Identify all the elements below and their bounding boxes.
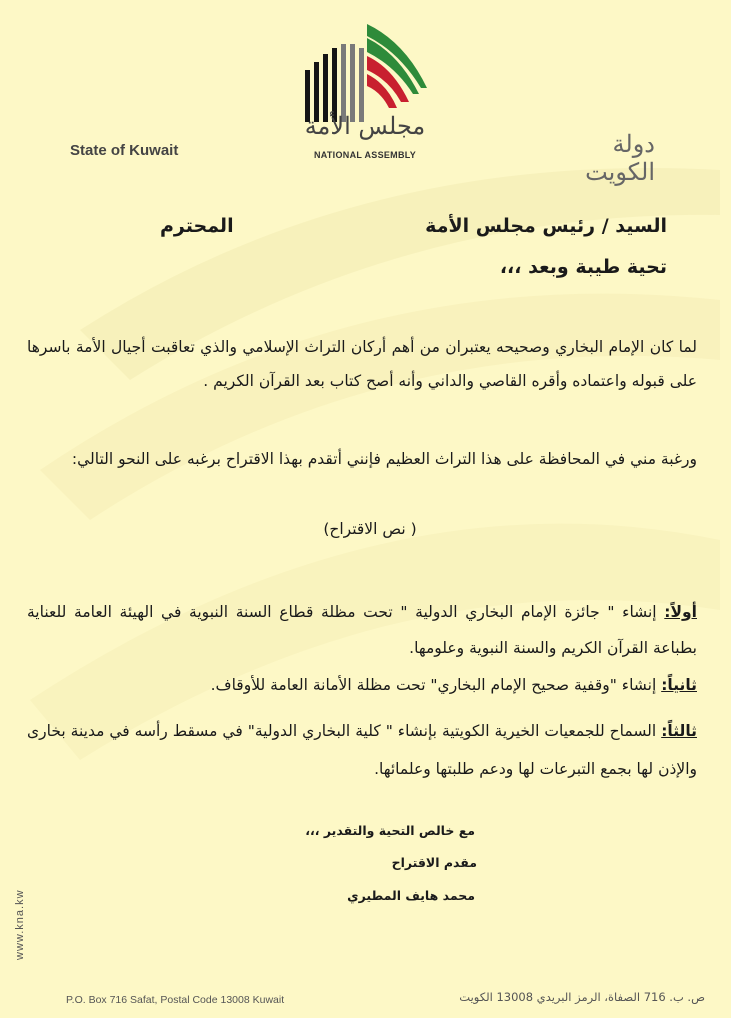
article-three (27, 712, 697, 788)
article-text: إنشاء "وقفية صحيح الإمام البخاري" تحت مظلة الأمانة العامة للأوقاف. (210, 676, 662, 694)
article-text: إنشاء " جائزة الإمام البخاري الدولية " تحت مظلة قطاع السنة النبوية في الهيئة العامة للعناية بطباعة القرآن الكريم والسنة النبوية وعلومها. (27, 603, 697, 657)
article-number: ثانياً: (661, 676, 697, 694)
respected-title: المحترم (160, 215, 234, 237)
closing-line: مع خالص التحية والتقدير ،،، (305, 823, 475, 838)
greeting-line: تحية طيبة وبعد ،،، (499, 256, 667, 278)
footer-address-en: P.O. Box 716 Safat, Postal Code 13008 Kuwait (66, 994, 285, 1006)
website-url: www.kna.kw (14, 889, 26, 960)
state-of-kuwait-en: State of Kuwait (70, 142, 179, 159)
proposer-name: محمد هايف المطيري (347, 888, 475, 903)
article-one (27, 594, 697, 666)
national-assembly-logo (295, 22, 435, 162)
request-paragraph: ورغبة مني في المحافظة على هذا التراث العظيم فإنني أتقدم بهذا الاقتراح برغبه على النحو التالي: (71, 450, 697, 468)
proposer-label: مقدم الاقتراح (391, 855, 477, 870)
article-two (27, 676, 697, 694)
logo-english-text: NATIONAL ASSEMBLY (313, 150, 417, 160)
footer-address-ar: ص. ب. 716 الصفاة، الرمز البريدي 13008 الكويت (459, 990, 705, 1004)
article-number: ثالثاً: (661, 722, 697, 740)
addressee-line: السيد / رئيس مجلس الأمة (425, 215, 667, 237)
proposal-heading: ( نص الاقتراح) (323, 520, 417, 538)
intro-paragraph: لما كان الإمام البخاري وصحيحه يعتبران من أهم أركان التراث الإسلامي والذي تعاقبت أجيال الأمة باسرها على قبوله واعتماده وأقره القاصي والداني وأنه أصح كتاب بعد القرآن الكريم . (27, 338, 697, 390)
logo-arabic-text: مجلس الأمة (304, 112, 426, 140)
article-number: أولاً: (664, 603, 697, 621)
article-text: السماح للجمعيات الخيرية الكويتية بإنشاء " كلية البخاري الدولية" في مسقط رأسه في مدينة بخارى والإذن لها بجمع التبرعات لها ودعم طلبتها وعلمائها. (27, 722, 697, 778)
state-of-kuwait-ar: دولة الكويت (585, 130, 655, 186)
